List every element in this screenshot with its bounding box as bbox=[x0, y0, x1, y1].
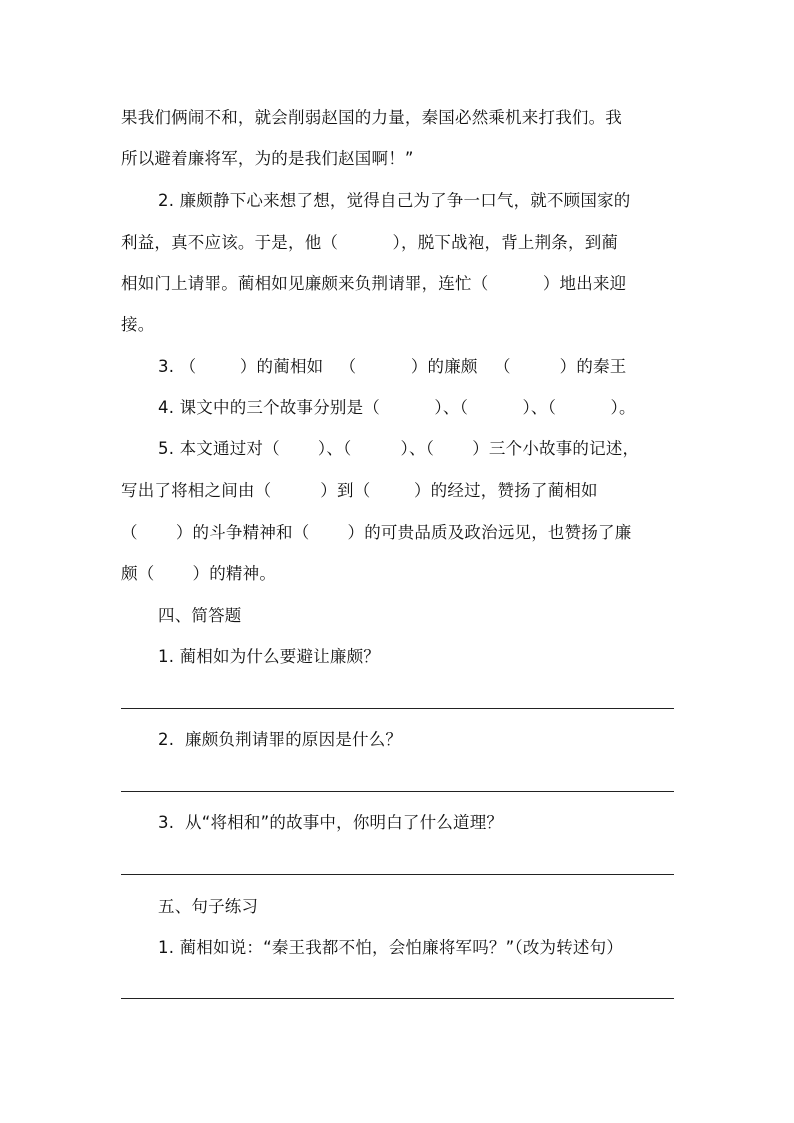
answer-line-3 bbox=[121, 874, 674, 875]
short-answer-question-3: 3. 从“将相和”的故事中，你明白了什么道理？ bbox=[158, 813, 504, 832]
section-4-heading: 四、简答题 bbox=[158, 606, 242, 625]
passage-continuation-line-1: 果我们俩闹不和，就会削弱赵国的力量，秦国必然乘机来打我们。我 bbox=[121, 108, 622, 127]
fill-question-2-line-4: 接。 bbox=[121, 315, 155, 334]
sentence-exercise-1: 1. 蔺相如说：“秦王我都不怕，会怕廉将军吗？”（改为转述句） bbox=[158, 938, 624, 957]
fill-question-2-line-2: 利益，真不应该。于是，他（ ），脱下战袍，背上荆条，到蔺 bbox=[121, 233, 619, 252]
fill-question-4: 4. 课文中的三个故事分别是（ ）、（ ）、（ ）。 bbox=[158, 398, 636, 417]
short-answer-question-2: 2. 廉颇负荆请罪的原因是什么？ bbox=[158, 730, 403, 749]
fill-question-3: 3. （ ）的蔺相如 （ ）的廉颇 （ ）的秦王 bbox=[158, 357, 627, 376]
fill-question-2-line-3: 相如门上请罪。蔺相如见廉颇来负荆请罪，连忙（ ）地出来迎 bbox=[121, 274, 627, 293]
fill-question-2-line-1: 2. 廉颇静下心来想了想，觉得自己为了争一口气，就不顾国家的 bbox=[158, 191, 631, 210]
fill-question-5-line-1: 5. 本文通过对（ ）、（ ）、（ ）三个小故事的记述， bbox=[158, 439, 640, 458]
fill-question-5-line-2: 写出了将相之间由（ ）到（ ）的经过，赞扬了蔺相如 bbox=[121, 481, 598, 500]
passage-continuation-line-2: 所以避着廉将军，为的是我们赵国啊！” bbox=[121, 149, 414, 168]
short-answer-question-1: 1. 蔺相如为什么要避让廉颇？ bbox=[158, 647, 380, 666]
fill-question-5-line-4: 颇（ ）的精神。 bbox=[121, 564, 277, 583]
answer-line-1 bbox=[121, 708, 674, 709]
answer-line-2 bbox=[121, 791, 674, 792]
fill-question-5-line-3: （ ）的斗争精神和（ ）的可贵品质及政治远见，也赞扬了廉 bbox=[121, 523, 632, 542]
answer-line-4 bbox=[121, 998, 674, 999]
section-5-heading: 五、句子练习 bbox=[158, 897, 259, 916]
